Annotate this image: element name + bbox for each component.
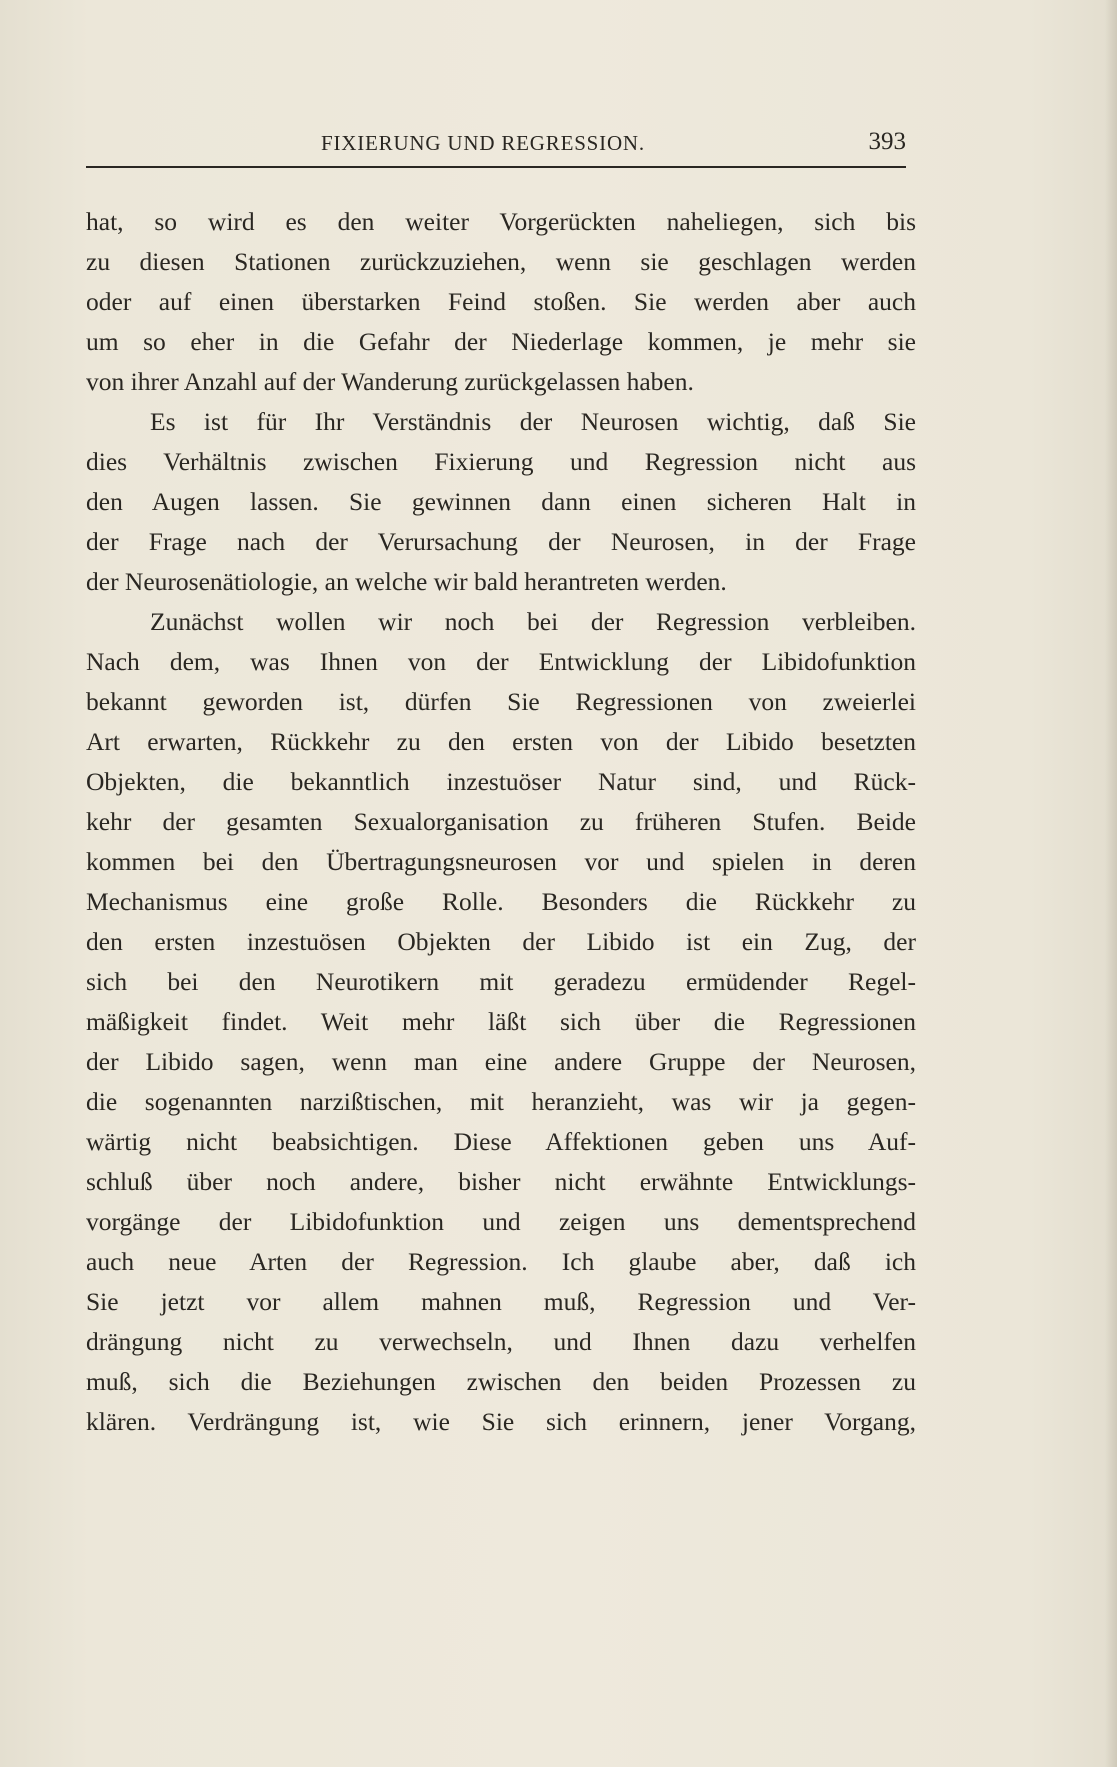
text-line: wärtig nicht beabsichtigen. Diese Affektionen geben uns Auf- <box>86 1127 916 1156</box>
text-line: Sie jetzt vor allem mahnen muß, Regression und Ver- <box>86 1287 916 1316</box>
body-text <box>86 202 916 1442</box>
text-line: vorgänge der Libidofunktion und zeigen uns dementsprechend <box>86 1207 916 1236</box>
text-line: zu diesen Stationen zurückzuziehen, wenn sie geschlagen werden <box>86 247 916 276</box>
text-line: kommen bei den Übertragungsneurosen vor und spielen in deren <box>86 847 916 876</box>
page-edge-shadow <box>1105 0 1117 1767</box>
text-line: sich bei den Neurotikern mit geradezu ermüdender Regel- <box>86 967 916 996</box>
text-line: Art erwarten, Rückkehr zu den ersten von der Libido besetzten <box>86 727 916 756</box>
text-line: der Neurosenätiologie, an welche wir bald herantreten werden. <box>86 567 727 596</box>
text-line-paragraph-start: Es ist für Ihr Verständnis der Neurosen wichtig, daß Sie <box>150 407 916 436</box>
text-line: hat, so wird es den weiter Vorgerückten naheliegen, sich bis <box>86 207 916 236</box>
text-line: die sogenannten narzißtischen, mit heranzieht, was wir ja gegen- <box>86 1087 916 1116</box>
text-line: der Frage nach der Verursachung der Neurosen, in der Frage <box>86 527 916 556</box>
text-line: muß, sich die Beziehungen zwischen den beiden Prozessen zu <box>86 1367 916 1396</box>
text-line: auch neue Arten der Regression. Ich glaube aber, daß ich <box>86 1247 916 1276</box>
text-line: den Augen lassen. Sie gewinnen dann einen sicheren Halt in <box>86 487 916 516</box>
text-line: bekannt geworden ist, dürfen Sie Regressionen von zweierlei <box>86 687 916 716</box>
text-line: der Libido sagen, wenn man eine andere Gruppe der Neurosen, <box>86 1047 916 1076</box>
text-line-paragraph-start: Zunächst wollen wir noch bei der Regression verbleiben. <box>150 607 916 636</box>
page-number: 393 <box>868 128 906 155</box>
text-line: oder auf einen überstarken Feind stoßen. Sie werden aber auch <box>86 287 916 316</box>
text-line: mäßigkeit findet. Weit mehr läßt sich über die Regressionen <box>86 1007 916 1036</box>
text-line: Nach dem, was Ihnen von der Entwicklung der Libidofunktion <box>86 647 916 676</box>
text-line: dies Verhältnis zwischen Fixierung und Regression nicht aus <box>86 447 916 476</box>
header-rule <box>86 166 906 168</box>
text-line: drängung nicht zu verwechseln, und Ihnen dazu verhelfen <box>86 1327 916 1356</box>
text-line: klären. Verdrängung ist, wie Sie sich erinnern, jener Vorgang, <box>86 1407 916 1436</box>
text-line: Mechanismus eine große Rolle. Besonders die Rückkehr zu <box>86 887 916 916</box>
text-line: kehr der gesamten Sexualorganisation zu früheren Stufen. Beide <box>86 807 916 836</box>
running-head <box>86 128 908 158</box>
running-title: FIXIERUNG UND REGRESSION. <box>321 131 645 155</box>
text-line: Objekten, die bekanntlich inzestuöser Natur sind, und Rück- <box>86 767 916 796</box>
text-line: von ihrer Anzahl auf der Wanderung zurückgelassen haben. <box>86 367 694 396</box>
text-line: den ersten inzestuösen Objekten der Libido ist ein Zug, der <box>86 927 916 956</box>
text-line: um so eher in die Gefahr der Niederlage kommen, je mehr sie <box>86 327 916 356</box>
text-line: schluß über noch andere, bisher nicht erwähnte Entwicklungs- <box>86 1167 916 1196</box>
